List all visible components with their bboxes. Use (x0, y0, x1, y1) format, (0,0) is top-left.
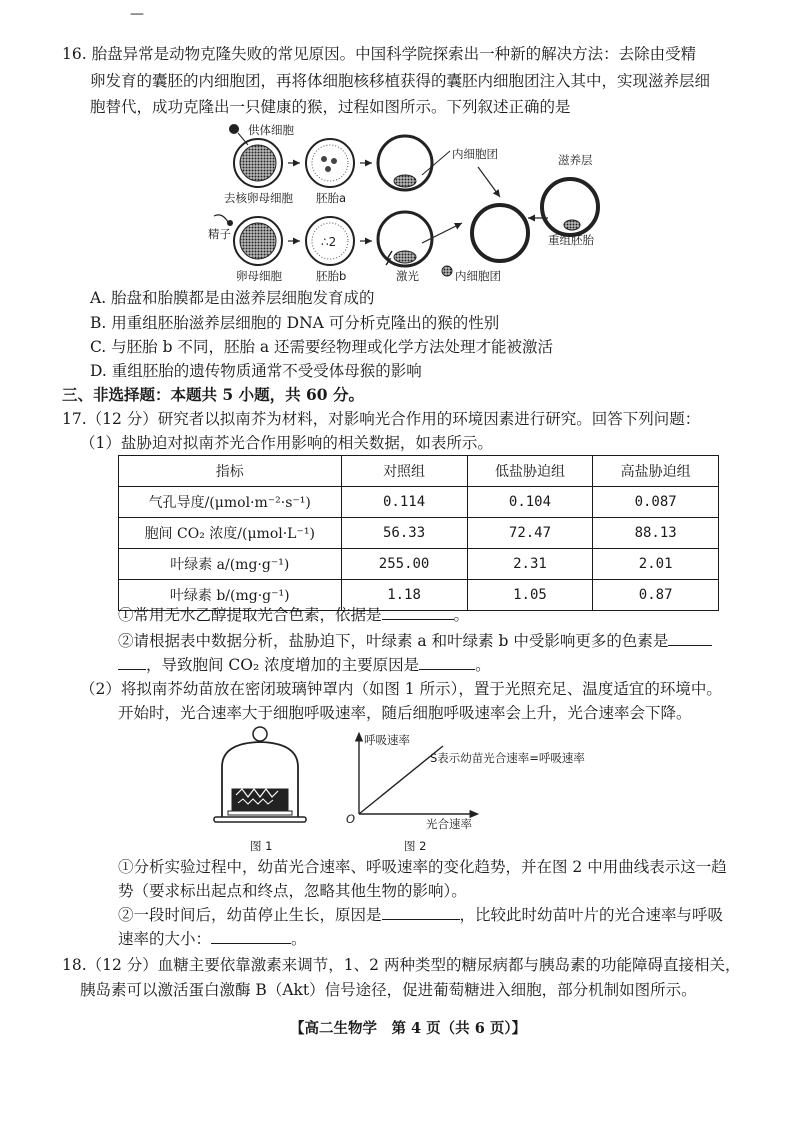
label-recombinant-embryo: 重组胚胎 (548, 233, 594, 247)
fig2-caption: 图 2 (404, 839, 427, 853)
label-enucleated-egg: 去核卵母细胞 (224, 191, 293, 205)
answer-blank[interactable] (382, 905, 460, 920)
enucleated-egg-icon (234, 139, 282, 187)
label-inner-cell-mass-top: 内细胞团 (452, 147, 498, 161)
label-egg: 卵母细胞 (236, 269, 282, 283)
fig2-y-label: 呼吸速率 (364, 733, 410, 747)
label-sperm: 精子 (208, 227, 231, 241)
fig2-x-label: 光合速率 (426, 817, 472, 831)
q17-intro: 17.（12 分）研究者以拟南芥为材料，对影响光合作用的环境因素进行研究。回答下列问题： (62, 410, 701, 428)
table-header: 低盐胁迫组 (467, 456, 593, 487)
host-blastocyst-icon (472, 205, 528, 261)
q17-sub1-b2 (118, 655, 491, 675)
table-cell: 叶绿素 a/(mg·g⁻¹) (119, 549, 342, 580)
label-donor-cell: 供体细胞 (248, 123, 294, 137)
q17-sub2-b-line1 (118, 905, 723, 925)
label-inner-cell-mass-bottom: 内细胞团 (455, 269, 501, 283)
table-row (119, 549, 719, 580)
answer-blank[interactable] (211, 929, 291, 944)
donor-cell-icon (229, 124, 239, 134)
table-cell: 2.31 (467, 549, 593, 580)
egg-icon (234, 217, 282, 265)
q17-sub2-b-text3: 速率的大小： (118, 930, 212, 948)
q17-sub1-a (118, 605, 469, 625)
page-footer: 【高二生物学 第 4 页（共 6 页）】 (290, 1020, 527, 1037)
table-header-row (119, 456, 719, 487)
label-trophoblast: 滋养层 (558, 153, 593, 167)
table-cell: 2.01 (593, 549, 719, 580)
embryo-a-icon (306, 139, 354, 187)
recombinant-embryo-icon (542, 179, 598, 235)
embryo-b-icon (306, 217, 354, 265)
svg-text:∴2: ∴2 (321, 235, 337, 249)
label-laser: 激光 (396, 269, 419, 283)
q16-option-b: B. 用重组胚胎滋养层细胞的 DNA 可分析克隆出的猴的性别 (90, 314, 500, 332)
table-row (119, 487, 719, 518)
table-header: 指标 (119, 456, 342, 487)
fig1-caption: 图 1 (250, 839, 273, 853)
blastocyst-top-icon (378, 136, 432, 190)
q17-sub1-b-text: ②请根据表中数据分析，盐胁迫下，叶绿素 a 和叶绿素 b 中受影响更多的色素是 (118, 632, 669, 650)
q17-part1: （1）盐胁迫对拟南芥光合作用影响的相关数据，如表所示。 (80, 434, 493, 452)
q16-option-d: D. 重组胚胎的遗传物质通常不受受体母猴的影响 (90, 362, 422, 380)
q16-stem-line2: 卵发育的囊胚的内细胞团，再将体细胞核移植获得的囊胚内细胞团注入其中，实现滋养层细 (90, 72, 711, 90)
table-cell: 气孔导度/(μmol·m⁻²·s⁻¹) (119, 487, 342, 518)
table-cell: 255.00 (341, 549, 467, 580)
table-cell: 0.114 (341, 487, 467, 518)
header-mark: — (130, 6, 144, 22)
blastocyst-bottom-icon (378, 212, 432, 266)
table-cell: 56.33 (341, 518, 467, 549)
q16-stem-line1: 16. 胎盘异常是动物克隆失败的常见原因。中国科学院探索出一种新的解决方法：去除由受精 (62, 45, 697, 63)
q17-sub1-a-text: ①常用无水乙醇提取光合色素，依据是 (118, 606, 382, 624)
q16-option-c: C. 与胚胎 b 不同，胚胎 a 还需要经物理或化学方法处理才能被激活 (90, 338, 554, 356)
q17-sub1-a-end: 。 (453, 606, 470, 624)
q17-sub2-a-line2: 势（要求标出起点和终点，忽略其他生物的影响）。 (118, 882, 467, 900)
sperm-icon (214, 215, 228, 222)
table-cell: 胞间 CO₂ 浓度/(μmol·L⁻¹) (119, 518, 342, 549)
q17-sub2-b-text2: ，比较此时幼苗叶片的光合速率与呼吸 (459, 906, 724, 924)
answer-blank[interactable] (668, 631, 712, 646)
table-cell: 1.05 (467, 580, 593, 611)
q17-part2-line1: （2）将拟南芥幼苗放在密闭玻璃钟罩内（如图 1 所示），置于光照充足、温度适宜的环境中。 (80, 680, 722, 698)
label-embryo-b: 胚胎b (316, 269, 347, 283)
table-cell: 0.104 (467, 487, 593, 518)
bell-jar-figure (212, 725, 312, 837)
table-cell: 叶绿素 b/(mg·g⁻¹) (119, 580, 342, 611)
table-header: 高盐胁迫组 (593, 456, 719, 487)
table-cell: 72.47 (467, 518, 593, 549)
answer-blank[interactable] (118, 655, 146, 670)
q17-sub2-a-line1: ①分析实验过程中，幼苗光合速率、呼吸速率的变化趋势，并在图 2 中用曲线表示这一趋 (118, 858, 727, 876)
table-row (119, 518, 719, 549)
table-cell: 88.13 (593, 518, 719, 549)
table-cell: 0.087 (593, 487, 719, 518)
removed-inner-cell-mass-icon (442, 266, 452, 276)
q17-part2-line2: 开始时，光合速率大于细胞呼吸速率，随后细胞呼吸速率会上升，光合速率会下降。 (118, 704, 692, 722)
label-embryo-a: 胚胎a (316, 191, 347, 205)
q17-sub2-b-end: 。 (291, 930, 307, 948)
q17-sub2-b-text1: ②一段时间后，幼苗停止生长，原因是 (118, 906, 382, 924)
q18-line1: 18.（12 分）血糖主要依靠激素来调节，1、2 两种类型的糖尿病都与胰岛素的功能障碍直接相关， (62, 956, 741, 974)
answer-blank[interactable] (419, 655, 475, 670)
salt-stress-table (118, 455, 719, 611)
table-cell: 0.87 (593, 580, 719, 611)
q17-sub2-b-line2 (118, 929, 307, 949)
answer-blank[interactable] (382, 605, 454, 620)
section-3-heading: 三、非选择题：本题共 5 小题，共 60 分。 (62, 385, 364, 404)
q18-line2: 胰岛素可以激活蛋白激酶 B（Akt）信号途径，促进葡萄糖进入细胞，部分机制如图所示。 (80, 981, 697, 999)
fig2-origin: O (346, 812, 356, 826)
q16-stem-line3: 胞替代，成功克隆出一只健康的猴，过程如图所示。下列叙述正确的是 (90, 98, 571, 116)
q17-sub1-b2-end: 。 (475, 656, 491, 674)
table-header: 对照组 (341, 456, 467, 487)
q16-option-a: A. 胎盘和胎膜都是由滋养层细胞发育成的 (90, 289, 375, 307)
q17-sub1-b2-text: ，导致胞间 CO₂ 浓度增加的主要原因是 (146, 656, 420, 674)
table-cell: 1.18 (341, 580, 467, 611)
q17-sub1-b (118, 631, 712, 651)
fig2-line-label: S表示幼苗光合速率=呼吸速率 (430, 751, 585, 765)
